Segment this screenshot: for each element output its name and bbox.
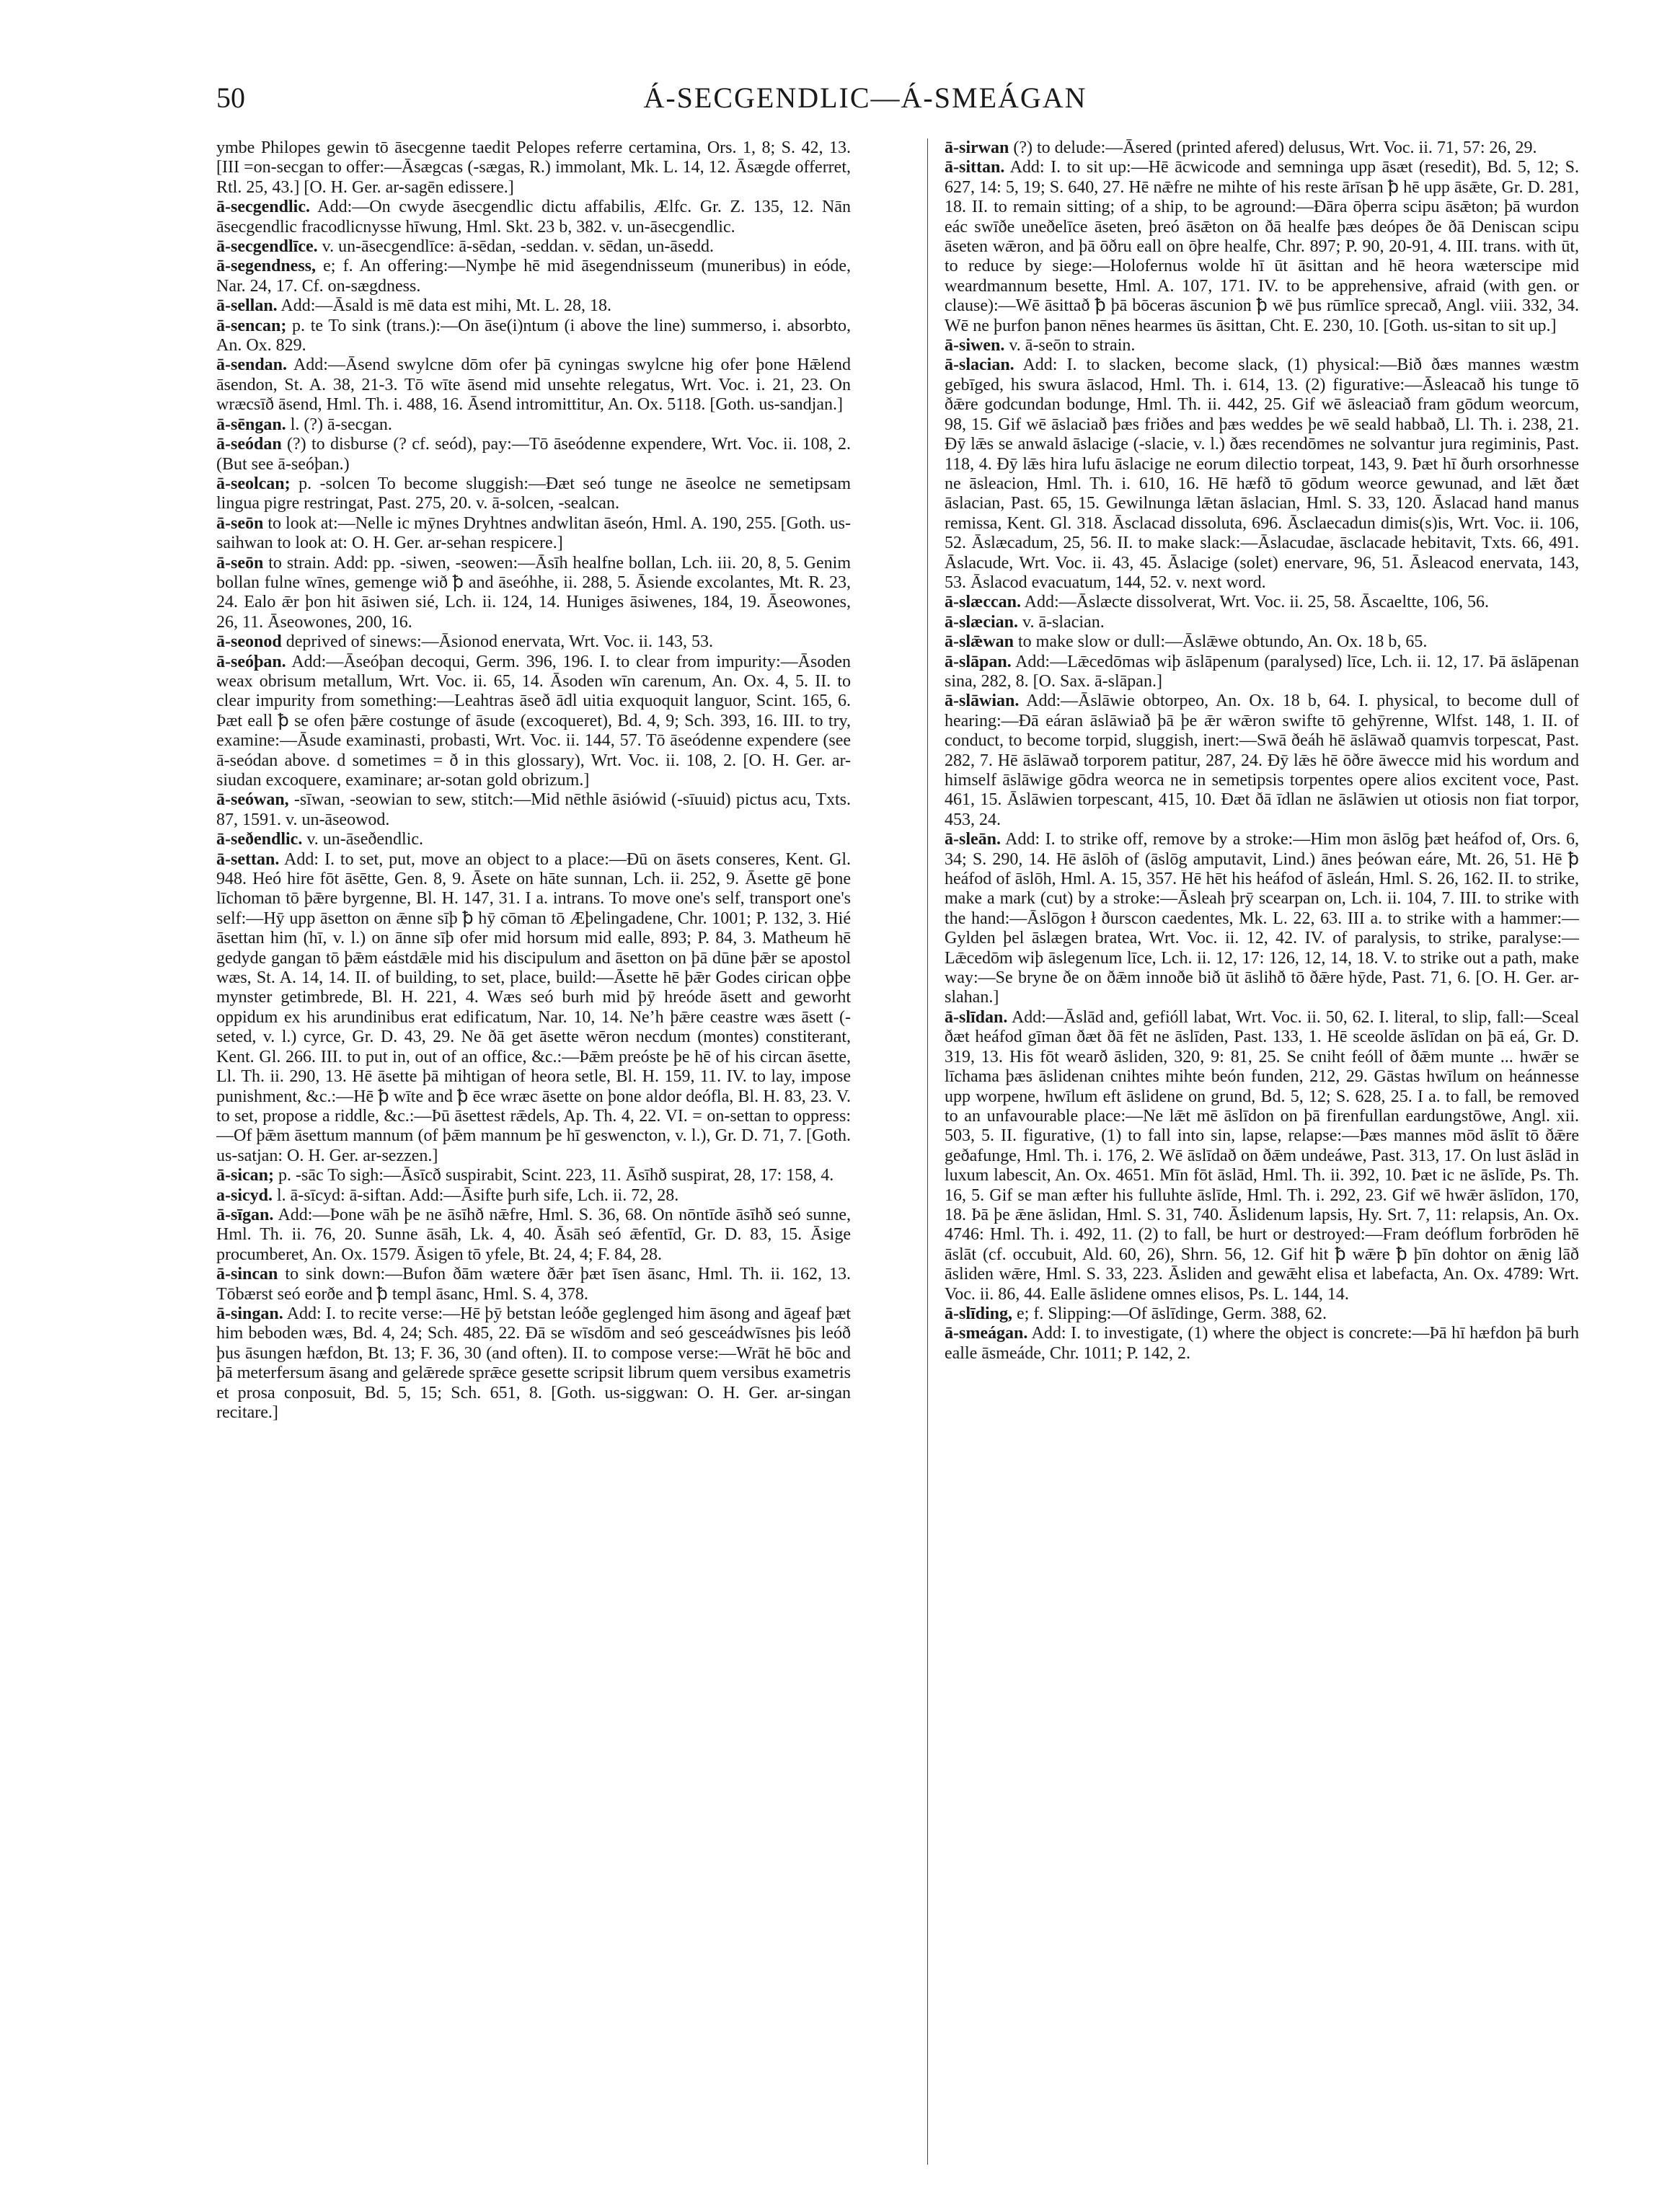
entry-headword: ā-secgendlic. [216,198,310,217]
entry-headword: ā-seonod [216,632,282,652]
entry-text: e; f. An offering:—Nymþe hē mid āsegendnisseum (muneribus) in eóde, Nar. 24, 17. Cf. on-sægdness. [216,257,851,296]
entry-text: Add: I. to sit up:—Hē ācwicode and semninga upp āsæt (resedit), Bd. 5, 12; S. 627, 14: 5, 19; S. 640, 27. Hē nǣfre ne mihte of his reste ārīsan ꝥ hē upp āsǣte, Gr. D. 281, 18. II. to remain sitting; of a ship, to be aground:—Ðāra ōþerra scipu āsǣton; þā wurdon eác swīðe uneðelīce āseten, þreó āsǣton on ðā healfe þæs deópes ðe ðā Deniscan scipu āseten wǣron, and þā ōðru eall on ōþre healfe, Chr. 897; P. 90, 20-91, 4. III. trans. with ūt, to reduce by siege:—Holofernus wolde hī ūt āsittan and hē heora wæterscipe mid weardmannum besette, Hml. A. 107, 171. IV. to be apprehensive, afraid (with gen. or clause):—Wē āsittað ꝥ þā bōceras āscunion ꝥ wē þus rūmlīce sprecað, Angl. viii. 332, 34. Wē ne þurfon þanon nēnes hearmes ūs āsittan, Cht. E. 230, 10. [Goth. us-sitan to sit up.] [945,158,1579,335]
entry-headword: ā-slacian. [945,355,1014,375]
entry-headword: ā-secgendlīce. [216,237,318,257]
entry-text: e; f. Slipping:—Of āslīdinge, Germ. 388, 62. [1017,1304,1327,1323]
entry-headword: ā-slāwian. [945,692,1020,711]
entry-text: v. un-āseðendlic. [306,830,424,849]
dictionary-entry [216,1304,851,1423]
dictionary-entry [216,653,851,791]
entry-text: Add:—Lǣcedōmas wiþ āslāpenum (paralysed) līce, Lch. ii. 12, 17. Þā āslāpenan sina, 282, 8. [O. Sax. ā-slāpan.] [945,652,1579,691]
dictionary-entry [945,613,1579,632]
dictionary-entry [216,514,851,554]
entry-headword: ā-settan. [216,849,280,869]
entry-headword: ā-seódan [216,435,282,454]
dictionary-entry [945,653,1579,692]
entry-text: -sīwan, -seowian to sew, stitch:—Mid nēthle āsiówid (-sīuuid) pictus acu, Txts. 87, 1591. v. un-āseowod. [216,790,851,829]
entry-text: Add:—Āsend swylcne dōm ofer þā cyningas swylcne hig ofer þone Hǣlend āsendon, St. A. 38, 21-3. Tō wīte āsend mid unsehte relegatus, Wrt. Voc. i. 21, 23. On wræcsīð āsend, Hml. Th. i. 488, 16. Āsend intromittitur, An. Ox. 5118. [Goth. us-sandjan.] [216,355,851,415]
entry-text: Add:—Āsald is mē data est mihi, Mt. L. 28, 18. [280,296,611,316]
entry-text: to sink down:—Bufon ðām wætere ðǣr þæt īsen āsanc, Hml. Th. ii. 162, 13. Tōbærst seó eorðe and ꝥ templ āsanc, Hml. S. 4, 378. [216,1265,851,1304]
entry-text: p. -sāc To sigh:—Āsīcð suspirabit, Scint. 223, 11. Āsīhð suspirat, 28, 17: 158, 4. [278,1166,834,1185]
entry-text: ymbe Philopes gewin tō āsecgenne taedit Pelopes referre certamina, Ors. 1, 8; S. 42, 13. [III =on-secgan to offer:—Āsægcas (-sægas, R.) immolant, Mk. L. 14, 12. Āsægde offerret, Rtl. 25, 43.] [O. H. Ger. ar-sagēn edissere.] [216,138,851,197]
dictionary-entry [216,850,851,1167]
dictionary-entry [216,474,851,514]
dictionary-entry [945,138,1579,158]
entry-text: v. ā-seōn to strain. [1009,336,1136,355]
entry-text: v. ā-slacian. [1022,612,1105,632]
entry-headword: ā-sīgan. [216,1205,274,1224]
entry-headword: ā-slāpan. [945,652,1012,671]
column-divider [927,138,928,2165]
entry-text: (?) to delude:—Āsered (printed afered) delusus, Wrt. Voc. ii. 71, 57: 26, 29. [1013,138,1537,157]
entry-headword: ā-seōn [216,553,264,573]
entry-headword: ā-slǣwan [945,632,1014,652]
dictionary-entry [945,336,1579,355]
page-number: 50 [216,81,245,114]
entry-text: p. -solcen To become sluggish:—Ðæt seó tunge ne āseolce ne semetipsam lingua pigre restringat, Past. 275, 20. v. ā-solcen, -sealcan. [216,474,851,513]
entry-text: to strain. Add: pp. -siwen, -seowen:—Āsīh healfne bollan, Lch. iii. 20, 8, 5. Genim bollan fulne wīnes, gemenge wið ꝥ and āseóhhe, ii. 288, 5. Āsiende excolantes, Mt. R. 23, 24. Ealo ǣr þon hit āsiwen sié, Lch. ii. 124, 14. Huniges āsiwenes, 184, 19. Āseowones, 26, 11. Āseowones, 200, 16. [216,553,851,632]
dictionary-entry [216,415,851,435]
entry-headword: ā-smeágan. [945,1324,1028,1343]
entry-text: l. (?) ā-secgan. [290,415,392,434]
entry-text: Add:—Āseóþan decoqui, Germ. 396, 196. I. to clear from impurity:—Āsoden weax obrisum metallum, Wrt. Voc. ii. 65, 14. Āsoden wīn carenum, An. Ox. 4, 5. II. to clear impurity from something:—Leahtras āseð ādl uitia exquoquit languor, Scint. 165, 6. Þæt eall ꝥ se ofen þǣre costunge of āsude (excoqueret), Bd. 4, 9; Sch. 393, 16. III. to try, examine:—Āsude examinasti, probasti, Wrt. Voc. ii. 144, 57. Tō āseódenne expendere (see ā-seódan above. d sometimes = ð in this glossary), Wrt. Voc. ii. 108, 2. [O. H. Ger. ar-siudan excoquere, examinare; ar-sotan gold obrizum.] [216,652,851,790]
dictionary-entry [216,1265,851,1304]
entry-headword: ā-slæccan. [945,593,1021,612]
entry-headword: ā-siwen. [945,336,1005,355]
dictionary-entry [945,1324,1579,1364]
entry-headword: ā-sittan. [945,158,1005,177]
entry-text: deprived of sinews:—Āsionod enervata, Wrt. Voc. ii. 143, 53. [286,632,713,652]
entry-headword: ā-singan. [216,1304,283,1323]
dictionary-entry [945,158,1579,336]
dictionary-entry [216,355,851,415]
dictionary-entry [216,257,851,296]
dictionary-entry [945,1304,1579,1324]
dictionary-entry [216,138,851,198]
dictionary-entry [945,830,1579,1008]
dictionary-entry [216,830,851,849]
entry-headword: a-sicyd. [216,1185,273,1205]
entry-headword: ā-sencan; [216,316,287,335]
running-title: Á-SECGENDLIC—Á-SMEÁGAN [643,81,1087,114]
dictionary-entry [216,435,851,474]
entry-text: p. te To sink (trans.):—On āse(i)ntum (i above the line) summerso, i. absorbto, An. Ox. 829. [216,316,851,355]
entry-text: to make slow or dull:—Āslǣwe obtundo, An. Ox. 18 b, 65. [1018,632,1428,652]
dictionary-entry [945,1008,1579,1304]
entry-text: Add:—Āslāwie obtorpeo, An. Ox. 18 b, 64. I. physical, to become dull of hearing:—Ðā eáran āslāwiað þā þe ǣr wǣron swifte tō gehȳrenne, Wlfst. 148, 1. II. of conduct, to become torpid, sluggish, inert:—Swā ðeáh hē āslāwað quamvis torpescat, Past. 282, 7. Hē āslāwað torporem patitur, 287, 24. Ðȳ lǣs hē ōðre āwecce mid his wordum and himself āslāwige gōdra weorca ne in semetipsis torpentes opere alios excitent voce, Past. 461, 15. Āslāwien torpescant, 415, 10. Ðæt ðā īdlan ne āslāwien ut otiosis non fiat torpor, 453, 24. [945,692,1579,829]
entry-text: Add: I. to set, put, move an object to a place:—Ðū on āsets conseres, Kent. Gl. 948. Heó hire fōt āsētte, Gen. 8, 9. Āsete on hāte sunnan, Lch. ii. 252, 9. Āsette gē þone līchoman tō þǣre byrgenne, Bl. H. 147, 31. I a. intrans. To move one's self, transport one's self:—Hȳ upp āsetton on ǣnne sīþ ꝥ hȳ cōman tō Æþelingadene, Chr. 1001; P. 132, 3. Hié āsettan him (hī, v. l.) on ānne sīþ ofer mid horsum mid ealle, 893; P. 84, 3. Matheum hē gedyde gangan tō þǣm eástdǣle mid his discipulum and āsetton on þā dūne þǣr se apostol wæs, St. A. 14, 14. II. of building, to set, place, build:—Āsette hē þǣr Godes cirican oþþe mynster getimbrede, Bl. H. 221, 4. Wæs seó burh mid þȳ hreóde āsett and geworht oppidum ex his arundinibus erat edificatum, Nar. 10, 14. Neʼh þǣre ceastre wæs āsett (-seted, v. l.) cyrce, Gr. D. 43, 29. Ne ðā get āsette wēron necdum (montes) constiterant, Kent. Gl. 266. III. to put in, out of an office, &c.:—Þǣm preóste þe hē of his circan āsette, Ll. Th. ii. 290, 13. Hē āsette þā mihtigan of heora setle, Bl. H. 159, 11. IV. to lay, impose punishment, &c.:—Hē ꝥ wīte and ꝥ ēce wræc āsette on þone aldor deófla, Bl. H. 83, 23. V. to set, propose a riddle, &c.:—Þū āsettest rǣdels, Ap. Th. 4, 22. VI. = on-settan to oppress:—Of þǣm āsettum mannum (of þǣm mannum þe hī geswencton, v. l.), Gr. D. 71, 7. [Goth. us-satjan: O. H. Ger. ar-sezzen.] [216,849,851,1165]
dictionary-entry [945,593,1579,612]
dictionary-entry [216,237,851,257]
dictionary-entry [216,1186,851,1206]
entry-headword: ā-sendan. [216,355,288,375]
dictionary-entry [945,355,1579,593]
left-column [216,138,851,2172]
entry-headword: ā-seówan, [216,790,289,810]
entry-headword: ā-sleān. [945,830,1001,849]
entry-text: (?) to disburse (? cf. seód), pay:—Tō āseódenne expendere, Wrt. Voc. ii. 108, 2. (But see ā-seóþan.) [216,435,851,474]
entry-text: Add: I. to investigate, (1) where the object is concrete:—Þā hī hæfdon þā burh ealle āsmeáde, Chr. 1011; P. 142, 2. [945,1324,1579,1363]
dictionary-entry [216,296,851,316]
entry-headword: ā-slīding, [945,1304,1013,1323]
entry-headword: ā-seolcan; [216,474,291,493]
entry-headword: ā-slæcian. [945,612,1018,632]
entry-text: Add:—Þone wāh þe ne āsīhð nǣfre, Hml. S. 36, 68. On nōntīde āsīhð seó sunne, Hml. Th. ii. 76, 20. Sunne āsāh, Lk. 4, 40. Āsāh seó ǣfentīd, Gr. D. 83, 15. Āsige procumberet, An. Ox. 1579. Āsigen tō yfele, Bt. 24, 4; F. 84, 28. [216,1205,851,1264]
entry-headword: ā-sican; [216,1166,274,1185]
dictionary-entry [945,692,1579,830]
dictionary-entry [216,317,851,356]
entry-text: v. un-āsecgendlīce: ā-sēdan, -seddan. v. sēdan, un-āsedd. [322,237,714,257]
entry-headword: ā-seóþan. [216,652,286,671]
entry-text: Add:—Āslæcte dissolverat, Wrt. Voc. ii. 25, 58. Āscaeltte, 106, 56. [1024,593,1489,612]
dictionary-entry [216,554,851,633]
right-column [945,138,1579,2172]
entry-text: Add: I. to slacken, become slack, (1) physical:—Bið ðæs mannes wæstm gebīged, his swura āslacod, Hml. Th. i. 614, 13. (2) figurative:—Āsleacað his tunge tō ðǣre godcundan bodunge, Hml. Th. ii. 442, 25. Gif wē āsleaciað fram gōdum weorcum, 98, 15. Gif wē āslaciað þæs friðes and þæs weddes þe wē seald habbað, Ll. Th. i. 238, 21. Ðȳ lǣs se anwald āslacige (-slacie, v. l.) ðæs recendōmes ne solvantur jura regiminis, Past. 118, 4. Ðȳ lǣs hira lufu āslacige ne eorum dilectio torpeat, 143, 9. Þæt hī ðurh orsorhnesse ne āsleacion, Hml. Th. i. 610, 16. Hē hæfð tō gōdum weorce gewunad, and lǣt ðæt āslacian, Past. 65, 15. Gewilnunga lǣtan āslacian, Hml. S. 33, 120. Āslacad hand manus remissa, Kent. Gl. 318. Āsclacad dissoluta, 696. Āsclaecadun dimis(s)is, Wrt. Voc. ii. 106, 52. Āslæcadum, 25, 56. II. to make slack:—Āslacudae, āsclacade hebitavit, Txts. 66, 491. Āslacude, Wrt. Voc. ii. 43, 45. Āslacige (solet) enervare, 96, 51. Āsleacod enervata, 143, 53. Āslacod evacuatum, 144, 52. v. next word. [945,355,1579,592]
entry-headword: ā-sēngan. [216,415,286,434]
entry-headword: ā-slīdan. [945,1007,1008,1027]
entry-text: l. ā-sīcyd: ā-siftan. Add:—Āsifte þurh sife, Lch. ii. 72, 28. [277,1185,679,1205]
entry-headword: ā-sincan [216,1265,278,1284]
dictionary-entry [216,790,851,830]
entry-text: Add:—Āslād and, gefióll labat, Wrt. Voc. ii. 50, 62. I. literal, to slip, fall:—Sceal ðæt heáfod gīman ðæt ðā fēt ne āslīden, Past. 133, 1. Hē sceolde āslīdan on þā eá, Gr. D. 319, 13. His fōt wearð āsliden, 320, 9: 81, 25. Se cniht feóll of ðǣm munte ... hwǣr se līchama þæs āslidenan cnihtes mihte beón funden, 212, 29. Gāstas hwīlum on heánnesse upp worpene, hwīlum eft āslidene on grund, Bd. 5, 12; S. 628, 25. I a. to fall, be removed to an unfavourable place:—Ne lǣt mē āslīdon on þā firenfullan eardungstōwe, Angl. xii. 503, 5. II. figurative, (1) to fall into sin, lapse, relapse:—Þæs mannes mōd āslīt tō ðǣre geðafunge, Hml. Th. i. 176, 2. Wē āslīdað on ðǣm undeáwe, Past. 313, 17. On lust āslād in luxum labescit, An. Ox. 4651. Mīn fōt āslād, Hml. Th. ii. 392, 10. Þæt ic ne āslīde, Ps. Th. 16, 5. Gif se man æfter his fulluhte āslīde, Hml. Th. i. 292, 23. Gif wē hwǣr āslīdon, 170, 18. Þā þe ǣne āslidan, Hml. S. 31, 740. Āslidenum lapsis, Hy. Srt. 7, 11: relapsis, An. Ox. 4746: Hml. Th. i. 492, 11. (2) to fall, be hurt or destroyed:—Fram deóflum forbrōden hē āslāt (cf. occubuit, Ald. 60, 26), Shrn. 56, 12. Gif hit ꝥ wǣre ꝥ þīn dohtor on ǣnig lāð āsliden wǣre, Hml. S. 33, 223. Āsliden and gewǣht elisa et labefacta, An. Ox. 4789: Wrt. Voc. ii. 86, 44. Ealle āslidene omnes elisos, Ps. L. 144, 14. [945,1007,1579,1304]
dictionary-entry [216,632,851,652]
dictionary-entry [945,632,1579,652]
entry-headword: ā-sellan. [216,296,278,316]
entry-headword: ā-sirwan [945,138,1009,157]
entry-text: to look at:—Nelle ic mȳnes Dryhtnes andwlitan āseón, Hml. A. 190, 255. [Goth. us-saihwan to look at: O. H. Ger. ar-sehan respicere.] [216,513,851,553]
entry-text: Add: I. to strike off, remove by a stroke:—Him mon āslōg þæt heáfod of, Ors. 6, 34; S. 290, 14. Hē āslōh of (āslōg amputavit, Lind.) ānes þeówan eáre, Mt. 26, 51. Hē ꝥ heáfod of āslōh, Hml. A. 15, 357. Hē hēt his heáfod of āsleán, Hml. S. 26, 162. II. to strike, make a mark (cut) by a stroke:—Āsleah þrȳ scearpan on, Lch. ii. 104, 7. III. to strike with the hand:—Āslōgon ł ðurscon caedentes, Mk. L. 22, 63. III a. to strike with a hammer:—Gylden þel āslægen bratea, Wrt. Voc. ii. 12, 42. IV. of paralysis, to strike, paralyse:—Lǣcedōm wiþ āslegenum līce, Lch. ii. 12, 17: 126, 12, 14, 18. V. to strike out a path, make way:—Se bryne ðe on ðǣm innoðe bið ūt āslihð tō ðǣre hȳde, Past. 71, 6. [O. H. Ger. ar-slahan.] [945,830,1579,1007]
entry-headword: ā-seðendlic. [216,830,303,849]
dictionary-entry [216,198,851,237]
entry-headword: ā-segendness, [216,257,317,276]
entry-text: Add:—On cwyde āsecgendlic dictu affabilis, Ælfc. Gr. Z. 135, 12. Nān āsecgendlic fracodlicnysse hīwung, Hml. Skt. 23 b, 382. v. un-āsecgendlic. [216,198,851,237]
entry-headword: ā-seōn [216,513,264,533]
entry-text: Add: I. to recite verse:—Hē þȳ betstan leóðe geglenged him āsong and āgeaf þæt him beboden wæs, Bd. 4, 24; Sch. 485, 22. Ðā se wīsdōm and seó gesceádwīsnes þis leóð þus āsungen hæfdon, Bt. 13; F. 36, 30 (and often). II. to compose verse:—Wrāt hē bōc and þā meterfersum āsang and gelǣrede sprǣce gesette scripsit librum quem versibus exametris et prosa conposuit, Bd. 5, 15; Sch. 651, 8. [Goth. us-siggwan: O. H. Ger. ar-singan recitare.] [216,1304,851,1422]
dictionary-entry [216,1166,851,1185]
page-header [216,81,1514,124]
dictionary-entry [216,1206,851,1265]
